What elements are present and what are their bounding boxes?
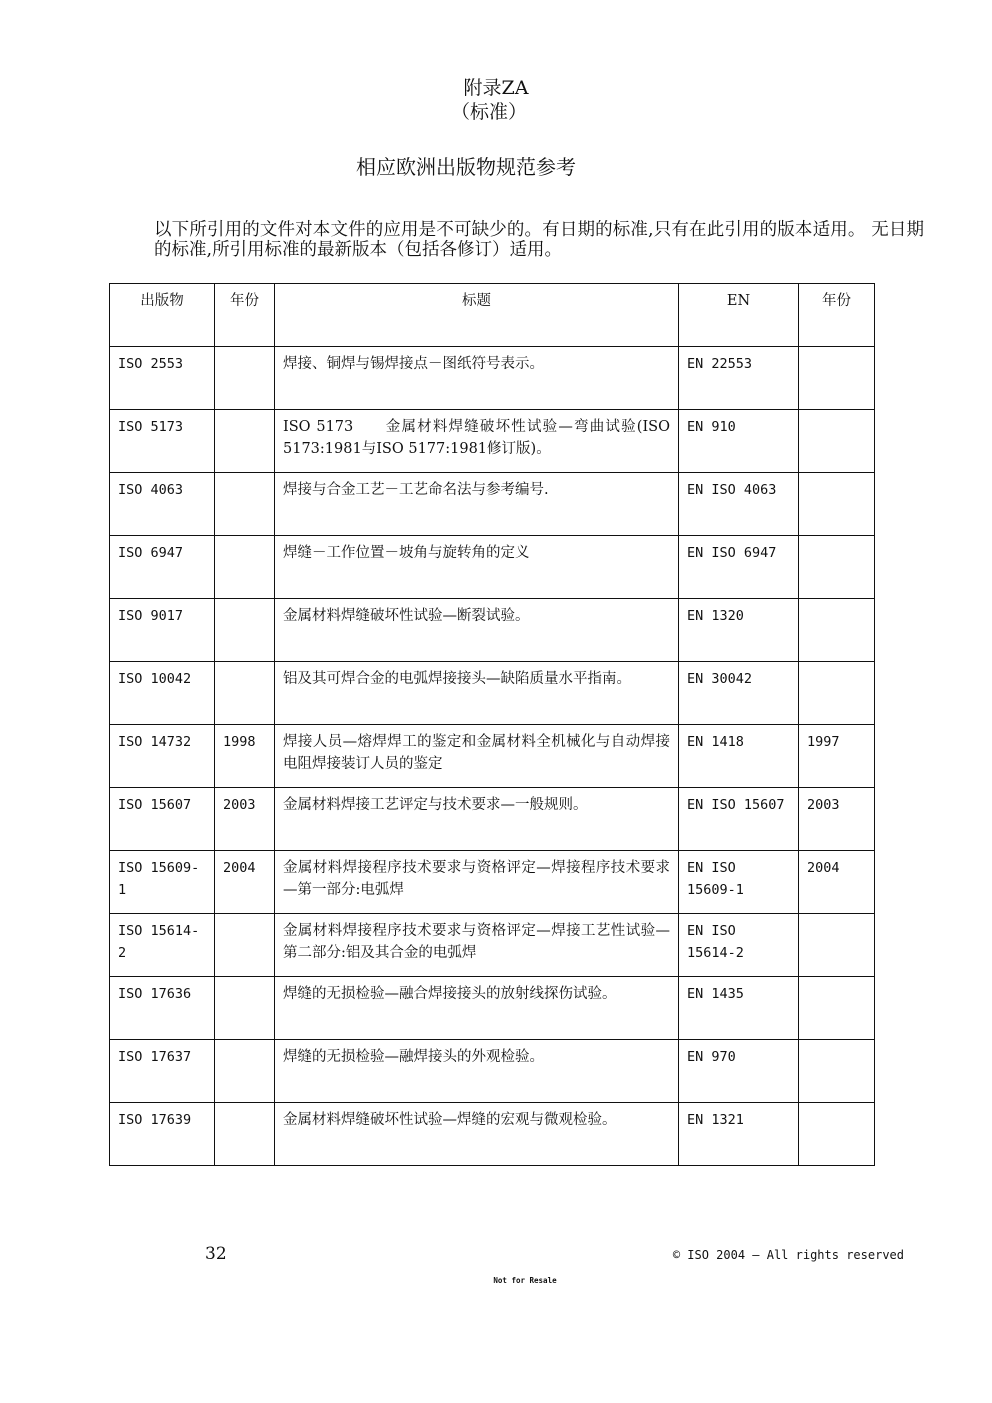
cell-year	[215, 977, 275, 1040]
table-row	[110, 410, 875, 473]
cell-title: 焊接、铜焊与锡焊接点－图纸符号表示。	[275, 347, 679, 410]
cell-en: EN 970	[679, 1040, 799, 1103]
page-title: 相应欧洲出版物规范参考	[356, 155, 576, 179]
cell-en-year	[799, 536, 875, 599]
table-row	[110, 599, 875, 662]
cell-publication: ISO 17637	[110, 1040, 215, 1103]
cell-en: EN ISO 6947	[679, 536, 799, 599]
cell-publication: ISO 9017	[110, 599, 215, 662]
cell-title: 焊缝的无损检验—融合焊接接头的放射线探伤试验。	[275, 977, 679, 1040]
table-header-row	[110, 284, 875, 347]
header-en-year: 年份	[799, 284, 875, 347]
cell-publication: ISO 15607	[110, 788, 215, 851]
annex-type: （标准）	[450, 101, 527, 123]
cell-year	[215, 347, 275, 410]
table-row	[110, 851, 875, 914]
annex-label: 附录ZA	[463, 77, 529, 99]
cell-publication: ISO 15609-1	[110, 851, 215, 914]
cell-title: 金属材料焊缝破坏性试验—焊缝的宏观与微观检验。	[275, 1103, 679, 1166]
cell-en: EN 30042	[679, 662, 799, 725]
cell-en-year: 1997	[799, 725, 875, 788]
page-number: 32	[205, 1244, 227, 1264]
table-row	[110, 1103, 875, 1166]
cell-publication: ISO 10042	[110, 662, 215, 725]
cell-year: 2004	[215, 851, 275, 914]
intro-paragraph: 以下所引用的文件对本文件的应用是不可缺少的。有日期的标准,只有在此引用的版本适用。 无日期的标准,所引用标准的最新版本（包括各修订）适用。	[154, 220, 924, 260]
cell-title: 金属材料焊接程序技术要求与资格评定—焊接工艺性试验—第二部分:铝及其合金的电弧焊	[275, 914, 679, 977]
cell-year	[215, 473, 275, 536]
cell-en-year	[799, 914, 875, 977]
cell-publication: ISO 5173	[110, 410, 215, 473]
annex-heading	[0, 76, 992, 124]
cell-publication: ISO 15614-2	[110, 914, 215, 977]
cell-title: 焊接人员—熔焊焊工的鉴定和金属材料全机械化与自动焊接电阻焊接装订人员的鉴定	[275, 725, 679, 788]
cell-title: 焊缝－工作位置－坡角与旋转角的定义	[275, 536, 679, 599]
cell-publication: ISO 14732	[110, 725, 215, 788]
cell-en-year	[799, 977, 875, 1040]
cell-en: EN 910	[679, 410, 799, 473]
table-row	[110, 977, 875, 1040]
cell-en-year	[799, 410, 875, 473]
cell-publication: ISO 17636	[110, 977, 215, 1040]
cell-publication: ISO 6947	[110, 536, 215, 599]
cell-title: 焊接与合金工艺－工艺命名法与参考编号.	[275, 473, 679, 536]
cell-en: EN 1321	[679, 1103, 799, 1166]
cell-title: ISO 5173 金属材料焊缝破坏性试验—弯曲试验(ISO 5173:1981与ISO 5177:1981修订版)。	[275, 410, 679, 473]
table-row	[110, 788, 875, 851]
cell-en: EN 1435	[679, 977, 799, 1040]
table-row	[110, 725, 875, 788]
cell-en-year	[799, 1103, 875, 1166]
header-en: EN	[679, 284, 799, 347]
cell-year	[215, 662, 275, 725]
copyright-notice: © ISO 2004 – All rights reserved	[672, 1248, 904, 1262]
cell-en-year	[799, 662, 875, 725]
cell-title: 铝及其可焊合金的电弧焊接接头—缺陷质量水平指南。	[275, 662, 679, 725]
table-row	[110, 347, 875, 410]
cell-en: EN ISO 15607	[679, 788, 799, 851]
table-row	[110, 473, 875, 536]
resale-notice: Not for Resale	[493, 1276, 557, 1285]
cell-en: EN 1320	[679, 599, 799, 662]
cell-en-year	[799, 599, 875, 662]
cell-publication: ISO 2553	[110, 347, 215, 410]
cell-year	[215, 410, 275, 473]
cell-en: EN ISO 15609-1	[679, 851, 799, 914]
header-publication: 出版物	[110, 284, 215, 347]
table-row	[110, 1040, 875, 1103]
table-row	[110, 914, 875, 977]
cell-year	[215, 1103, 275, 1166]
cell-title: 金属材料焊接程序技术要求与资格评定—焊接程序技术要求—第一部分:电弧焊	[275, 851, 679, 914]
header-title: 标题	[275, 284, 679, 347]
cell-year	[215, 599, 275, 662]
cell-year: 2003	[215, 788, 275, 851]
cell-en-year	[799, 1040, 875, 1103]
cell-en: EN ISO 15614-2	[679, 914, 799, 977]
cell-year: 1998	[215, 725, 275, 788]
cell-publication: ISO 4063	[110, 473, 215, 536]
table-row	[110, 662, 875, 725]
cell-en: EN ISO 4063	[679, 473, 799, 536]
cell-year	[215, 1040, 275, 1103]
cell-title: 金属材料焊缝破坏性试验—断裂试验。	[275, 599, 679, 662]
table-row	[110, 536, 875, 599]
table-body	[110, 347, 875, 1166]
cell-title: 金属材料焊接工艺评定与技术要求—一般规则。	[275, 788, 679, 851]
cell-year	[215, 914, 275, 977]
cell-en-year: 2003	[799, 788, 875, 851]
cell-en-year	[799, 473, 875, 536]
header-year: 年份	[215, 284, 275, 347]
references-table	[109, 283, 875, 1166]
cell-en: EN 22553	[679, 347, 799, 410]
cell-publication: ISO 17639	[110, 1103, 215, 1166]
cell-title: 焊缝的无损检验—融焊接头的外观检验。	[275, 1040, 679, 1103]
cell-en-year: 2004	[799, 851, 875, 914]
cell-year	[215, 536, 275, 599]
cell-en: EN 1418	[679, 725, 799, 788]
cell-en-year	[799, 347, 875, 410]
